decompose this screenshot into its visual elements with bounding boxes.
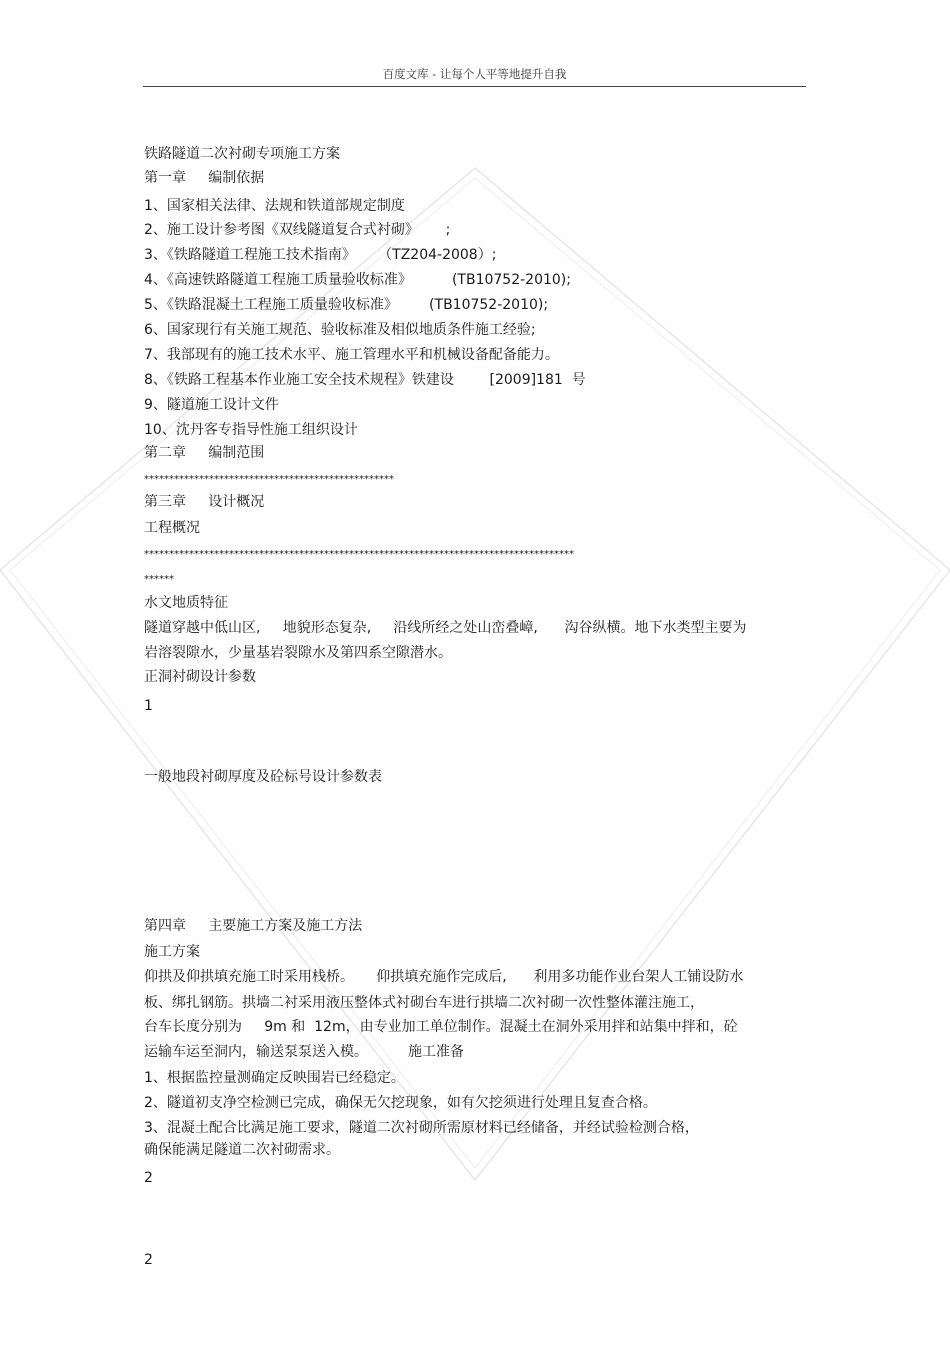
table-caption: 一般地段衬砌厚度及砼标号设计参数表 [144, 769, 382, 785]
plan-para-line-2: 板、绑扎钢筋。拱墙二衬采用液压整体式衬砌台车进行拱墙二次衬砌一次性整体灌注施工， [144, 995, 704, 1011]
page-number-1: 1 [144, 698, 153, 714]
chapter-1-heading: 第一章 编制依据 [144, 170, 265, 186]
redacted-stars-3: ****** [144, 574, 174, 585]
basis-item-10: 10、沈丹客专指导性施工组织设计 [144, 422, 358, 438]
basis-item-3: 3、《铁路隧道工程施工技术指南》 （TZ204-2008）; [144, 247, 497, 263]
basis-item-2: 2、施工设计参考图《双线隧道复合式衬砌》 ; [144, 222, 451, 238]
basis-item-1: 1、国家相关法律、法规和铁道部规定制度 [144, 198, 405, 214]
section-construction-plan: 施工方案 [144, 944, 200, 960]
prep-item-3-line-1: 3、混凝土配合比满足施工要求，隧道二次衬砌所需原材料已经储备，并经试验检测合格， [144, 1120, 699, 1136]
chapter-3-heading: 第三章 设计概况 [144, 494, 265, 510]
prep-item-1: 1、根据监控量测确定反映围岩已经稳定。 [144, 1070, 405, 1086]
hydrogeology-para-line-2: 岩溶裂隙水，少量基岩裂隙水及第四系空隙潜水。 [144, 645, 452, 661]
basis-item-9: 9、隧道施工设计文件 [144, 397, 279, 413]
hydrogeology-para-line-1: 隧道穿越中低山区, 地貌形态复杂, 沿线所经之处山峦叠嶂, 沟谷纵横。地下水类型主要为 [144, 620, 747, 636]
plan-para-line-4: 运输车运至洞内，输送泵泵送入模。 施工准备 [144, 1044, 465, 1060]
page-number-2b: 2 [144, 1252, 153, 1268]
prep-item-2: 2、隧道初支净空检测已完成，确保无欠挖现象，如有欠挖须进行处理且复查合格。 [144, 1095, 657, 1111]
prep-item-3-line-2: 确保能满足隧道二次衬砌需求。 [144, 1142, 340, 1158]
document-title: 铁路隧道二次衬砌专项施工方案 [144, 146, 340, 162]
page-number-2a: 2 [144, 1170, 153, 1186]
redacted-stars-1: ************************************************** [144, 474, 394, 485]
chapter-2-heading: 第二章 编制范围 [144, 445, 265, 461]
section-hydrogeology: 水文地质特征 [144, 595, 228, 611]
basis-item-8: 8、《铁路工程基本作业施工安全技术规程》铁建设 [2009]181 号 [144, 372, 586, 388]
redacted-stars-2: ************************************************************************************** [144, 549, 574, 560]
section-project-overview: 工程概况 [144, 520, 200, 536]
basis-item-6: 6、国家现行有关施工规范、验收标准及相似地质条件施工经验; [144, 322, 536, 338]
section-lining-params: 正洞衬砌设计参数 [144, 669, 256, 685]
basis-item-4: 4、《高速铁路隧道工程施工质量验收标准》 (TB10752-2010); [144, 272, 571, 288]
header-divider [143, 86, 806, 87]
basis-item-7: 7、我部现有的施工技术水平、施工管理水平和机械设备配备能力。 [144, 347, 559, 363]
basis-item-5: 5、《铁路混凝土工程施工质量验收标准》 (TB10752-2010); [144, 297, 549, 313]
plan-para-line-3: 台车长度分别为 9m 和 12m，由专业加工单位制作。混凝土在洞外采用拌和站集中拌和，砼 [144, 1019, 738, 1035]
chapter-4-heading: 第四章 主要施工方案及施工方法 [144, 918, 363, 934]
page-header: 百度文库 - 让每个人平等地提升自我 [382, 67, 567, 81]
plan-para-line-1: 仰拱及仰拱填充施工时采用栈桥。 仰拱填充施作完成后, 利用多功能作业台架人工铺设防水 [144, 969, 744, 985]
